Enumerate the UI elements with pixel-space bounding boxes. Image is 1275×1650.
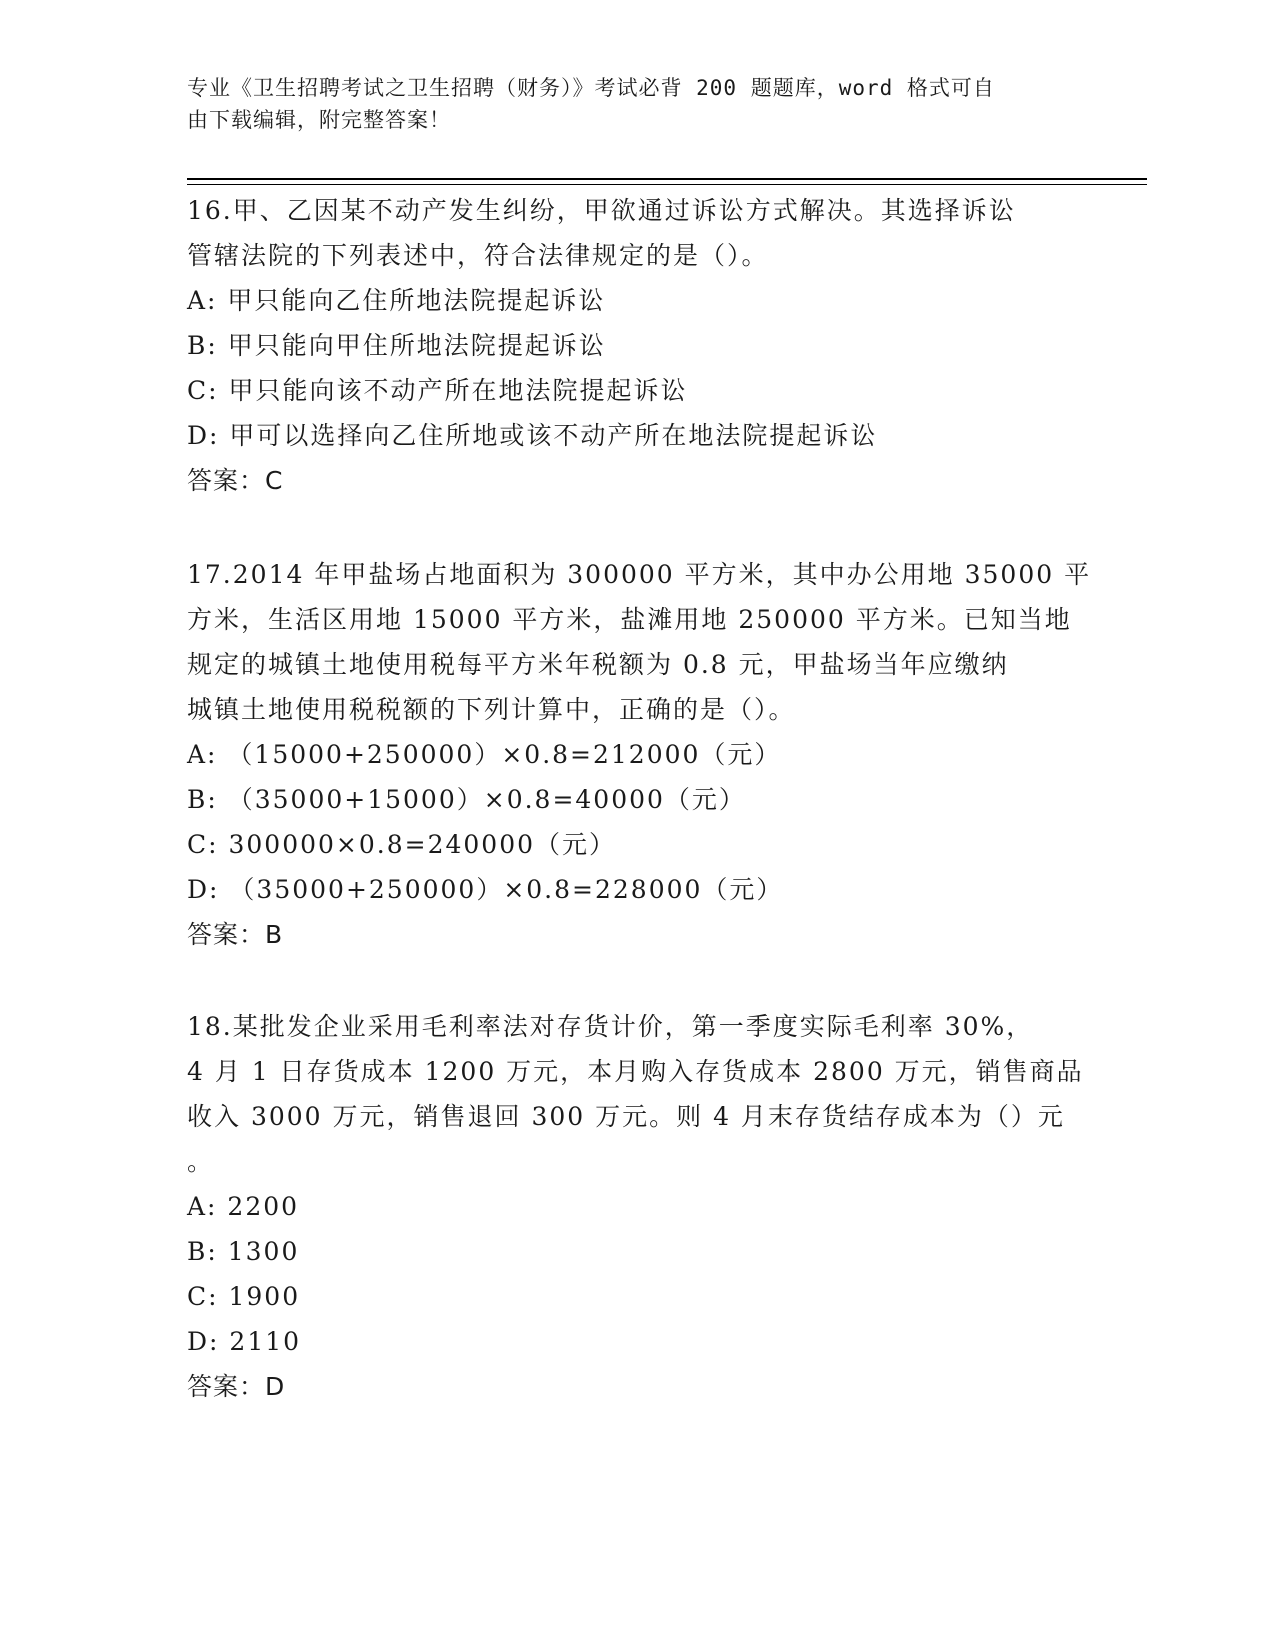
question-stem-line: 城镇土地使用税税额的下列计算中，正确的是（）。: [187, 695, 796, 724]
question-stem-line: 。: [187, 1147, 215, 1176]
question-stem-line: 4 月 1 日存货成本 1200 万元，本月购入存货成本 2800 万元，销售商品: [187, 1057, 1084, 1086]
question-stem-line: 17.2014 年甲盐场占地面积为 300000 平方米，其中办公用地 35000 平: [187, 560, 1092, 589]
question-stem-line: 16.甲、乙因某不动产发生纠纷，甲欲通过诉讼方式解决。其选择诉讼: [187, 196, 1016, 225]
question-stem-line: 规定的城镇土地使用税每平方米年税额为 0.8 元，甲盐场当年应缴纳: [187, 650, 1009, 679]
option-c: C: 甲只能向该不动产所在地法院提起诉讼: [187, 376, 688, 405]
question-stem-line: 管辖法院的下列表述中，符合法律规定的是（）。: [187, 241, 769, 270]
option-b: B: 甲只能向甲住所地法院提起诉讼: [187, 331, 606, 360]
question-stem-line: 收入 3000 万元，销售退回 300 万元。则 4 月末存货结存成本为（）元: [187, 1102, 1065, 1131]
option-a: A: （15000+250000）×0.8=212000（元）: [187, 740, 782, 769]
option-d: D: 2110: [187, 1327, 302, 1356]
question-18: [187, 1004, 1084, 1409]
option-c: C: 300000×0.8=240000（元）: [187, 830, 617, 859]
header-divider-thin: [187, 184, 1147, 185]
header-divider-thick: [187, 178, 1147, 180]
header-line-2: 由下载编辑，附完整答案！: [187, 108, 451, 132]
option-a: A: 2200: [187, 1192, 300, 1221]
option-b: B: （35000+15000）×0.8=40000（元）: [187, 785, 746, 814]
question-stem-line: 方米，生活区用地 15000 平方米，盐滩用地 250000 平方米。已知当地: [187, 605, 1072, 634]
question-16: [187, 188, 1067, 503]
option-c: C: 1900: [187, 1282, 301, 1311]
question-17: [187, 552, 1092, 957]
answer-label: 答案：D: [187, 1372, 286, 1401]
option-b: B: 1300: [187, 1237, 300, 1266]
answer-label: 答案：C: [187, 466, 284, 495]
option-a: A: 甲只能向乙住所地法院提起诉讼: [187, 286, 606, 315]
document-header: [187, 72, 1067, 136]
option-d: D: 甲可以选择向乙住所地或该不动产所在地法院提起诉讼: [187, 421, 878, 450]
option-d: D: （35000+250000）×0.8=228000（元）: [187, 875, 784, 904]
question-stem-line: 18.某批发企业采用毛利率法对存货计价，第一季度实际毛利率 30%，: [187, 1012, 1034, 1041]
header-line-1: 专业《卫生招聘考试之卫生招聘（财务）》考试必背 200 题题库，word 格式可自: [187, 76, 995, 100]
answer-label: 答案：B: [187, 920, 284, 949]
